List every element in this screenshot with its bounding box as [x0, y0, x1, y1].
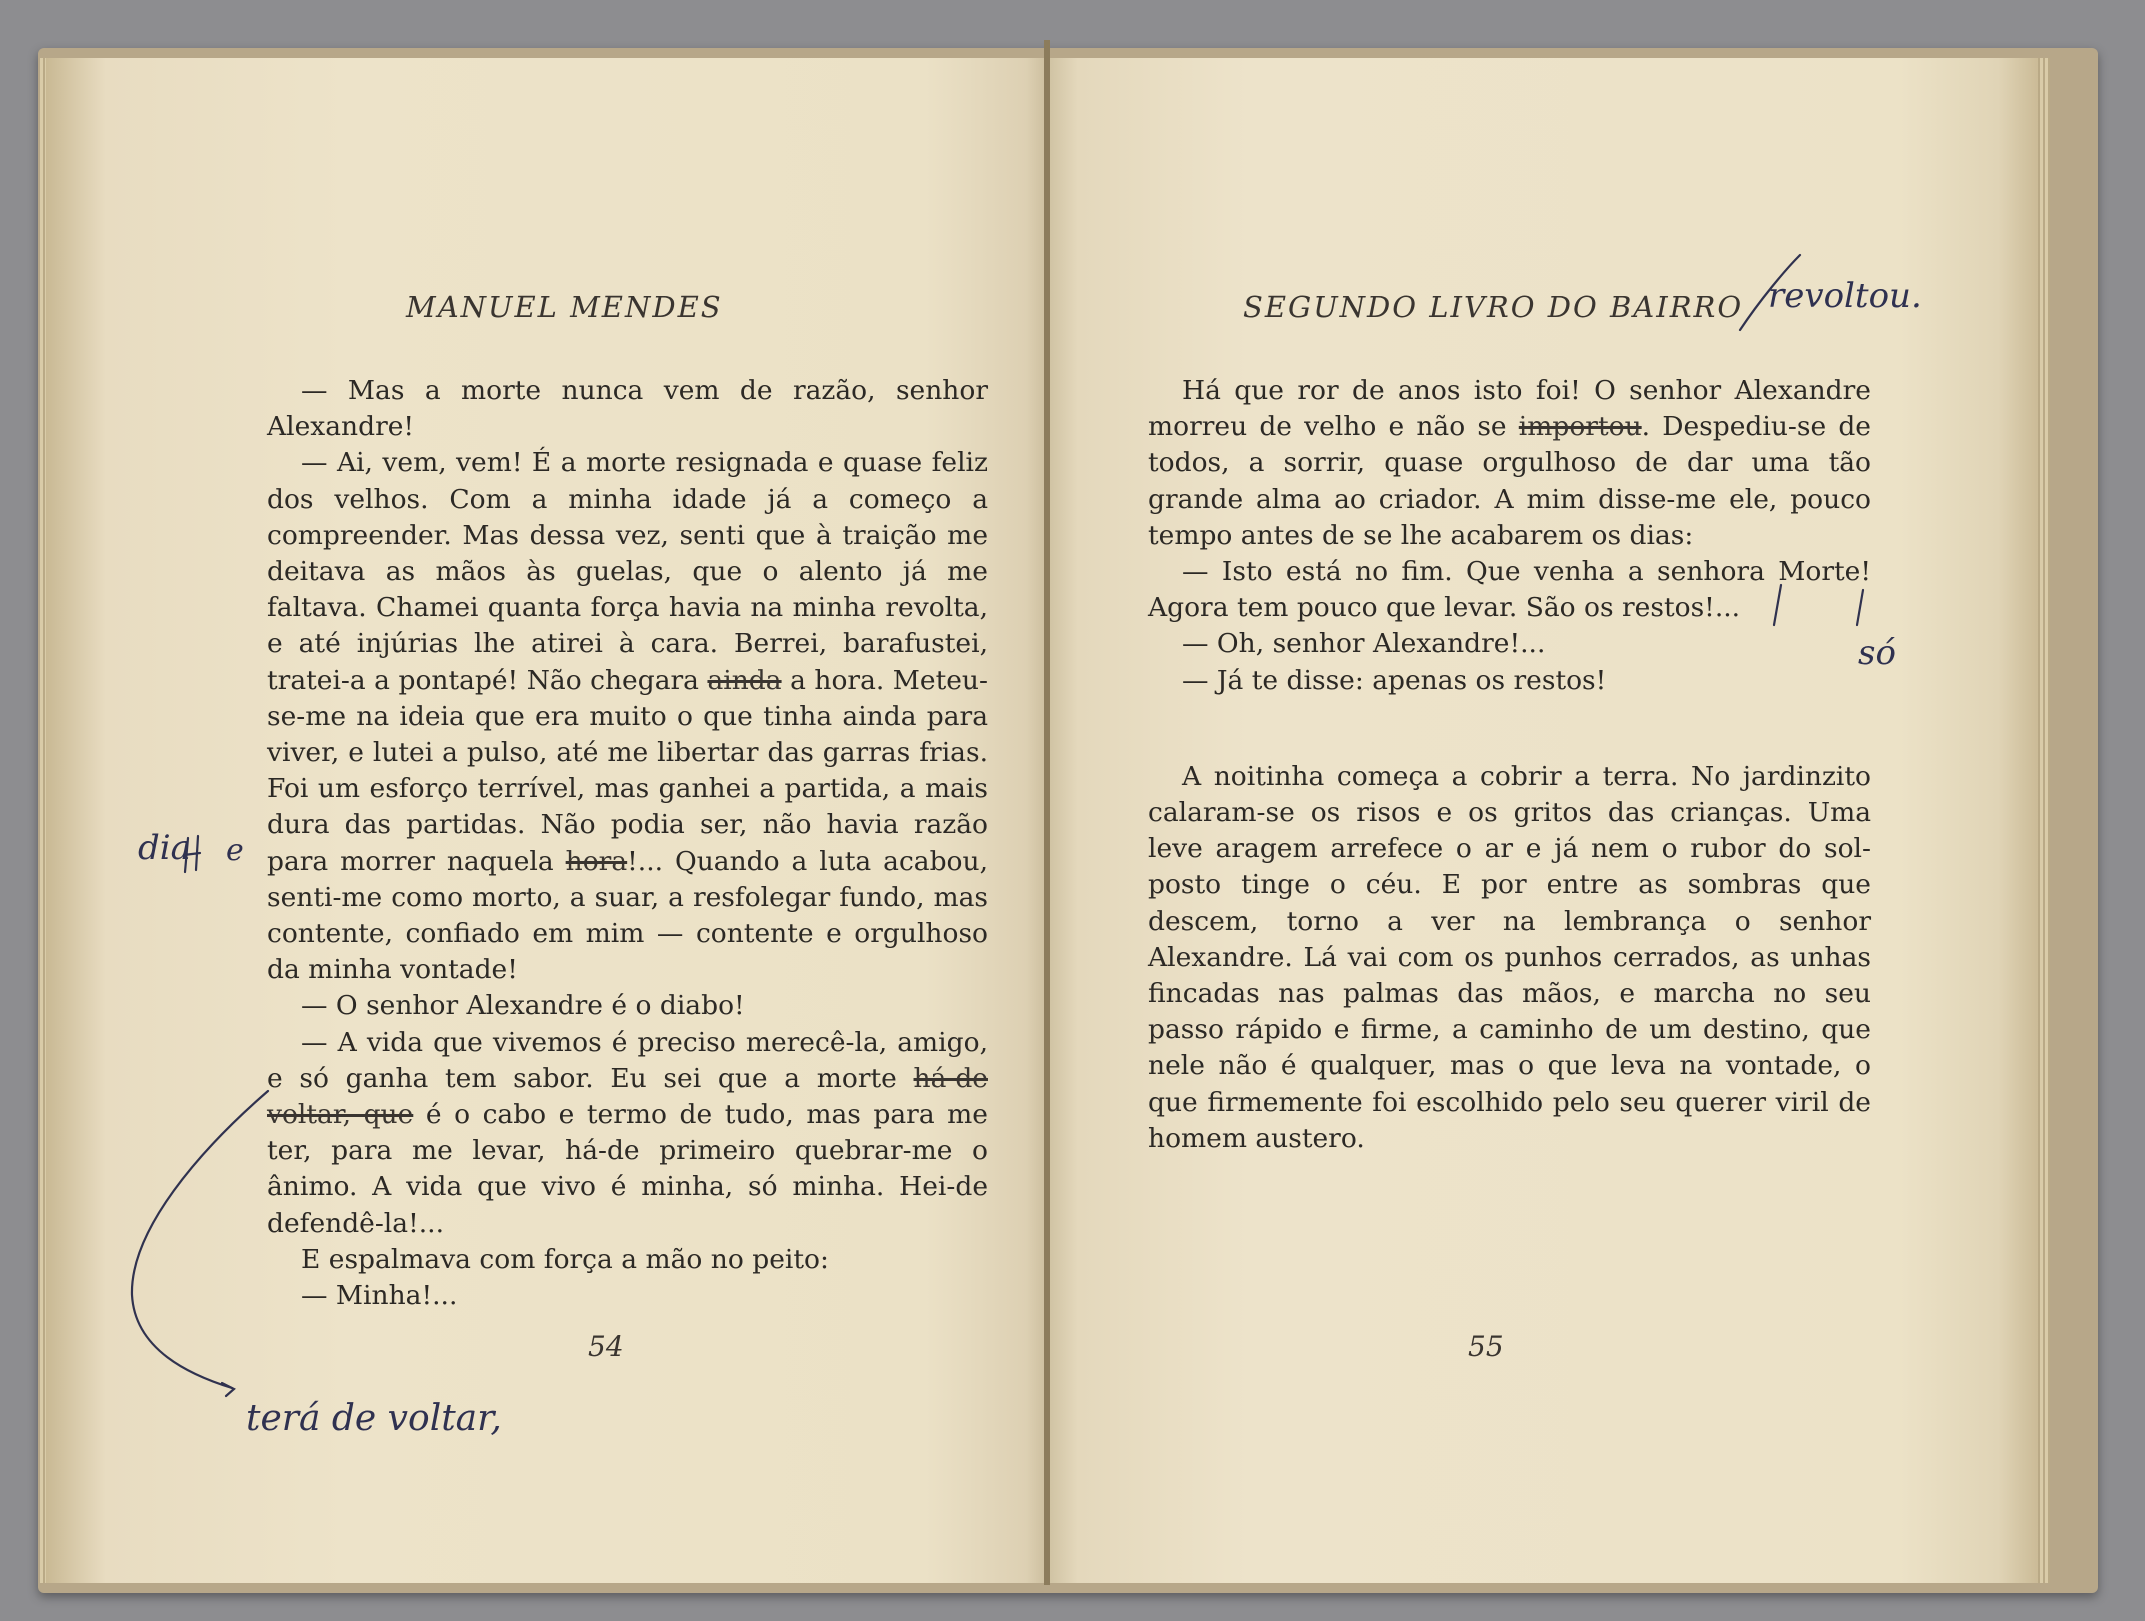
struck-word: ainda [707, 664, 782, 696]
right-page [1048, 58, 2038, 1583]
text-run: — Ai, vem, vem! É a morte resignada e quase feliz dos velhos. Com a minha idade já a começo a compreender. Mas dessa vez, senti que à traição me deitava as mãos às guelas, que o alento já me faltava. Chamei quanta força havia na minha revolta, e até injúrias lhe atirei à cara. Berrei, barafustei, tratei-a a pontapé! Não chegara [267, 447, 988, 696]
handwritten-margin-note: só [1858, 633, 1896, 673]
text-run: !... Quando a luta acabou, senti-me como morto, a suar, a resfolegar fundo, mas contente, confiado em mim — contente e orgulhoso da minha vontade! [267, 845, 988, 986]
handwritten-margin-mark: e [226, 833, 244, 868]
handwritten-footnote: terá de voltar, [246, 1398, 502, 1439]
paragraph: A noitinha começa a cobrir a terra. No jardinzito calaram-se os risos e os gritos das crianças. Uma leve aragem arrefece o ar e já nem o rubor do sol-posto tinge o céu. E por entre as sombras que descem, torno a ver na lembrança o senhor Alexandre. Lá vai com os punhos cerrados, as unhas fincadas nas palmas das mãos, e marcha no seu passo rápido e firme, a caminho de um destino, que nele não é qualquer, mas o que leva na vontade, o que firmemente foi escolhido pelo seu querer viril de homem austero. [1148, 760, 1871, 1154]
left-page [46, 58, 1046, 1583]
handwritten-insertion: revoltou. [1768, 276, 1922, 316]
right-page-number: 55 [1468, 1330, 1504, 1363]
left-running-head: MANUEL MENDES [406, 290, 723, 324]
paragraph: — Isto está no fim. Que venha a senhora Morte! Agora tem pouco que levar. São os restos!... [1148, 556, 1871, 624]
struck-word: importou [1518, 411, 1642, 443]
struck-word: hora [565, 845, 628, 877]
left-page-number: 54 [588, 1330, 624, 1363]
paragraph: — Já te disse: apenas os restos! [1182, 664, 1607, 696]
text-run: a hora. Meteu-se-me na ideia que era muito o que tinha ainda para viver, e lutei a pulso, até me libertar das garras frias. Foi um esforço terrível, mas ganhei a partida, a mais dura das partidas. Não podia ser, não havia razão para morrer naquela [267, 664, 988, 877]
text-run: . Despediu-se de todos, a sorrir, quase orgulhoso de dar uma tão grande alma ao criador. A mim disse-me ele, pouco tempo antes de se lhe acabarem os dias: [1148, 411, 1871, 551]
handwritten-margin-note: dia [138, 828, 191, 868]
right-page-text [1148, 373, 1871, 1157]
section-break [1148, 699, 1871, 759]
paragraph [267, 445, 988, 988]
text-run: é o cabo e termo de tudo, mas para me ter, para me levar, há-de primeiro quebrar-me o ânimo. A vida que vivo é minha, só minha. Hei-de defendê-la!... [267, 1099, 988, 1239]
left-page-text [267, 373, 988, 1314]
text-run: — A vida que vivemos é preciso merecê-la, amigo, e só ganha tem sabor. Eu sei que a morte [267, 1026, 988, 1094]
paragraph: — O senhor Alexandre é o diabo! [301, 990, 745, 1022]
paragraph [267, 1025, 988, 1242]
paragraph: — Minha!... [301, 1280, 458, 1312]
paragraph: — Oh, senhor Alexandre!... [1182, 628, 1546, 660]
struck-phrase: há-de voltar, que [267, 1062, 988, 1131]
paragraph: — Mas a morte nunca vem de razão, senhor Alexandre! [267, 375, 988, 443]
book-gutter [1044, 40, 1050, 1585]
right-running-head: SEGUNDO LIVRO DO BAIRRO [1243, 290, 1744, 324]
paragraph: E espalmava com força a mão no peito: [301, 1243, 829, 1275]
paragraph [1148, 373, 1871, 554]
text-run: Há que ror de anos isto foi! O senhor Alexandre morreu de velho e não se [1148, 375, 1871, 443]
